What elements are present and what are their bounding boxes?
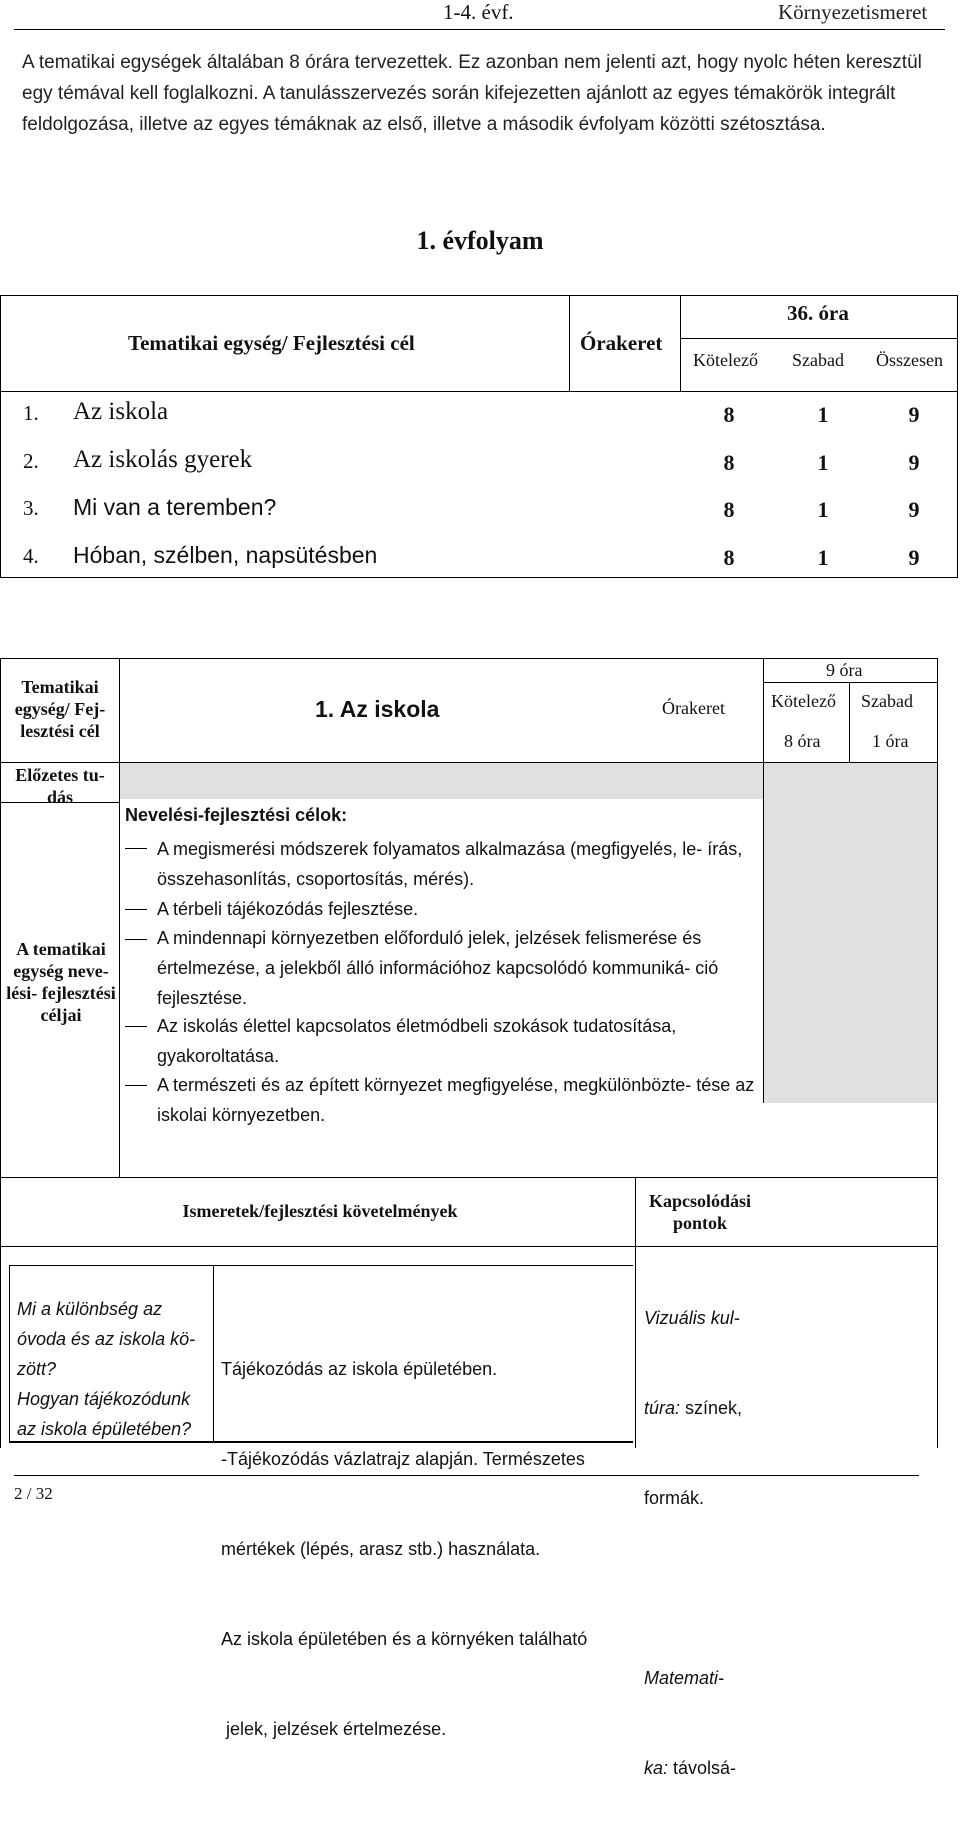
table3-divider	[0, 1246, 938, 1247]
table2-border	[0, 658, 938, 659]
content-line: mértékek (lépés, arasz stb.) használata.	[221, 1539, 541, 1559]
free-hours: 1 óra	[872, 731, 909, 751]
link-text: távolsá-	[668, 1758, 737, 1778]
intro-paragraph: A tematikai egységek általában 8 órára tervezettek. Ez azonban nem jelenti azt, hogy nyolc héten keresztül egy témával kell foglalkozni. A tanulásszervezés során kifejezetten ajánlott az egyes témakörök integrált feldolgozása, illetve az egyes témáknak az első, illetve a második évfolyam közötti szétosztása.	[22, 52, 922, 135]
question-line: Hogyan tájékozódunk	[17, 1389, 191, 1409]
footer-divider	[14, 1475, 919, 1476]
unit-detail-table	[0, 658, 938, 1178]
row-number: 4.	[23, 544, 39, 568]
dash-bullet	[125, 1085, 147, 1086]
links-header: Kapcsolódási pontok	[648, 1191, 752, 1233]
question-line: óvoda és az iskola kö-	[17, 1329, 196, 1349]
dash-bullet	[125, 939, 147, 940]
table1-divider	[680, 296, 681, 391]
content-list	[221, 1294, 631, 1804]
dash-bullet	[125, 848, 147, 849]
col-free-header: Szabad	[792, 350, 844, 370]
table2-border	[0, 658, 1, 1178]
goals-title: Nevelési-fejlesztési célok:	[125, 805, 348, 825]
dash-bullet	[125, 909, 147, 910]
table2-divider	[763, 682, 937, 683]
goal-text: Az iskolás élettel kapcsolatos életmódbeli szokások tudatosítása, gyakoroltatása.	[157, 1016, 677, 1066]
link-label-visual: Vizuális kul-	[644, 1308, 740, 1328]
col-mandatory-header: Kötelező	[693, 350, 758, 370]
row-total: 9	[908, 497, 920, 522]
dash-bullet	[125, 1026, 147, 1027]
grade-title: 1. évfolyam	[416, 226, 544, 255]
header-divider	[14, 29, 945, 30]
row-unit-name: Mi van a teremben?	[73, 494, 277, 520]
label-prior-knowledge: Előzetes tu- dás	[15, 765, 105, 807]
label-unit: Tematikai egység/ Fej- lesztési cél	[14, 677, 106, 741]
question-line: Mi a különbség az	[17, 1299, 163, 1319]
link-text: színek,	[680, 1398, 743, 1418]
table3-divider	[635, 1178, 636, 1448]
table1-divider	[680, 338, 957, 339]
label-goals: A tematikai egység neve- lési- fejlesztési céljai	[6, 939, 116, 1025]
content-line: Az iskola épületében és a környéken található	[221, 1629, 588, 1649]
goal-text: A megismerési módszerek folyamatos alkalmazása (megfigyelés, le- írás, összehasonlítás, csoportosítás, mérés).	[157, 839, 743, 889]
hours-label: Órakeret	[662, 698, 725, 718]
col-hours-header: Órakeret	[580, 331, 663, 355]
row-total: 9	[908, 450, 920, 475]
row-mandatory: 8	[723, 450, 735, 475]
row-unit-name: Hóban, szélben, napsütésben	[73, 542, 378, 568]
guiding-questions	[17, 1294, 207, 1444]
question-line: zött?	[17, 1359, 57, 1379]
prior-knowledge-cell	[120, 763, 763, 799]
question-line: az iskola épületében?	[17, 1419, 192, 1439]
table2-border	[119, 658, 120, 1178]
shaded-cell	[764, 763, 937, 1103]
hours-overview-table	[0, 295, 958, 578]
row-number: 3.	[23, 496, 39, 520]
table2-border	[937, 658, 938, 1178]
row-mandatory: 8	[723, 402, 735, 427]
link-text: formák.	[644, 1488, 705, 1508]
table3-border	[0, 1178, 1, 1448]
col-total-header: Összesen	[876, 350, 943, 370]
links-content	[644, 1243, 764, 1843]
mandatory-label: Kötelező	[771, 691, 836, 711]
header-grade-range: 1-4. évf.	[443, 0, 514, 24]
content-line: -Tájékozódás vázlatrajz alapján. Természetes	[221, 1449, 585, 1469]
row-free: 1	[817, 497, 829, 522]
row-unit-name: Az iskolás gyerek	[73, 446, 253, 473]
row-number: 2.	[23, 449, 39, 473]
link-label-math: Matemati-	[644, 1668, 725, 1688]
row-number: 1.	[23, 401, 39, 425]
content-line: Tájékozódás az iskola épületében.	[221, 1359, 498, 1379]
content-box-divider	[213, 1265, 214, 1443]
mandatory-hours: 8 óra	[784, 731, 821, 751]
total-hours-header: 36. óra	[787, 301, 849, 325]
link-label-visual: túra:	[644, 1398, 681, 1418]
goal-text: A mindennapi környezetben előforduló jelek, jelzések felismerése és értelmezése, a jelekből álló információhoz kapcsolódó kommuniká- ció fejlesztése.	[157, 928, 719, 1008]
goal-text: A természeti és az épített környezet megfigyelése, megkülönbözte- tése az iskolai környezetben.	[157, 1075, 755, 1125]
free-label: Szabad	[861, 691, 913, 711]
header-subject: Környezetismeret	[778, 0, 928, 24]
unit-title: 1. Az iskola	[315, 696, 440, 722]
row-free: 1	[817, 545, 829, 570]
row-free: 1	[817, 402, 829, 427]
row-total: 9	[908, 402, 920, 427]
row-mandatory: 8	[723, 497, 735, 522]
goal-text: A térbeli tájékozódás fejlesztése.	[157, 899, 419, 919]
table1-divider	[1, 391, 957, 392]
page-number: 2 / 32	[14, 1484, 53, 1503]
row-total: 9	[908, 545, 920, 570]
col-unit-header: Tematikai egység/ Fejlesztési cél	[128, 331, 415, 355]
row-mandatory: 8	[723, 545, 735, 570]
row-unit-name: Az iskola	[73, 398, 169, 425]
table3-border	[937, 1178, 938, 1448]
row-free: 1	[817, 450, 829, 475]
table1-divider	[569, 296, 570, 391]
content-line: jelek, jelzések értelmezése.	[221, 1719, 447, 1739]
link-label-math: ka:	[644, 1758, 669, 1778]
hours-total: 9 óra	[826, 660, 863, 680]
requirements-header: Ismeretek/fejlesztési követelmények	[182, 1201, 458, 1221]
